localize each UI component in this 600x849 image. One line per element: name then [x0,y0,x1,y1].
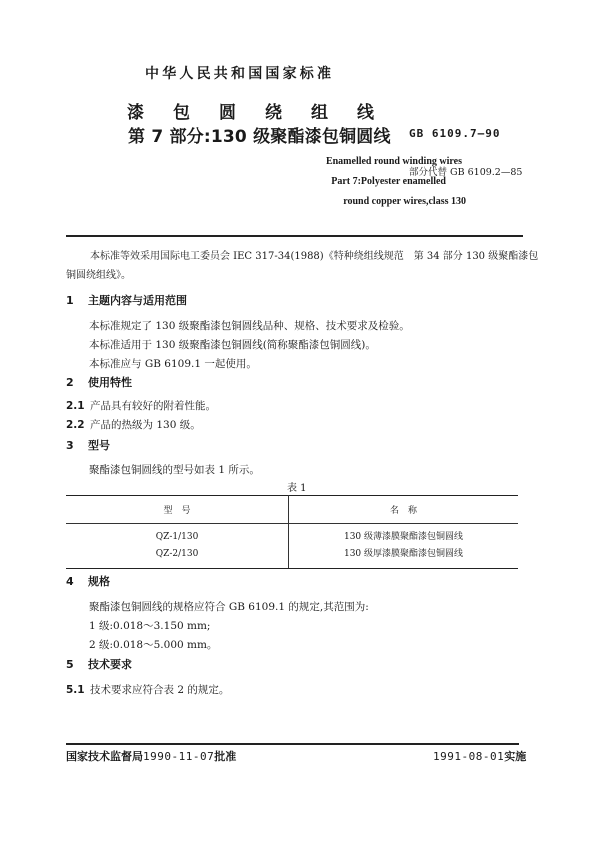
gb-code: GB 6109.7—90 [409,127,501,140]
table-row [66,524,518,547]
title-char: 漆 [127,103,144,123]
paragraph: 本标准适用于 130 级聚酯漆包铜圆线(简称聚酯漆包铜圆线)。 [89,339,376,351]
name-cell: 130 级薄漆膜聚酯漆包铜圆线 [343,532,464,542]
english-title-line: Enamelled round winding wires [325,156,462,167]
document-title [127,98,374,123]
title-char: 绕 [265,103,282,123]
title-char: 线 [357,103,374,123]
english-title-line: round copper wires,class 130 [343,196,466,207]
table-header-row [66,496,518,524]
column-header-model: 型 号 [66,496,289,524]
section-heading: 3 型号 [66,439,110,452]
section-heading: 5 技术要求 [66,658,132,671]
paragraph: 1 级:0.018～3.150 mm; [89,620,211,632]
model-cell: QZ-1/130 [66,524,289,547]
footer-divider [66,743,519,745]
approval-date: 1990-11-07 [143,750,215,763]
approval-line [66,748,236,764]
effective-date: 1991-08-01 [433,750,505,763]
english-title-line: Part 7:Polyester enamelled [331,176,446,187]
title-char: 包 [173,103,190,123]
intro-line: 铜圆绕组线》。 [66,270,131,281]
paragraph: 本标准规定了 130 级聚酯漆包铜圆线品种、规格、技术要求及检验。 [89,320,410,332]
paragraph: 聚酯漆包铜圆线的规格应符合 GB 6109.1 的规定,其范围为: [89,601,369,613]
document-subtitle: 第 7 部分:130 级聚酯漆包铜圆线 [128,127,391,147]
subsection-item: 2.2 产品的热级为 130 级。 [66,419,201,431]
model-cell: QZ-2/130 [66,546,289,569]
replaces-standard: 部分代替 GB 6109.2—85 [409,167,523,178]
title-char: 组 [311,103,328,123]
intro-line: 本标准等效采用国际电工委员会 IEC 317-34(1988)《特种绕组线规范 第 34 部分 130 级聚酯漆包 [90,251,539,262]
name-cell: 130 级厚漆膜聚酯漆包铜圆线 [289,546,519,569]
effective-label: 实施 [504,750,527,763]
effective-line [433,748,526,764]
section-heading: 4 规格 [66,575,110,588]
title-char: 圆 [219,103,236,123]
paragraph: 2 级:0.018～5.000 mm。 [89,639,218,651]
national-standard-label: 中华人民共和国国家标准 [145,66,335,82]
section-heading: 2 使用特性 [66,376,132,389]
table-row [66,546,518,569]
approval-label: 批准 [214,750,237,763]
subsection-item: 2.1 产品具有较好的附着性能。 [66,400,216,412]
subsection-item: 5.1 技术要求应符合表 2 的规定。 [66,684,230,696]
table-caption: 表 1 [287,483,307,494]
approving-authority: 国家技术监督局 [66,750,143,763]
model-table [66,495,518,569]
paragraph: 本标准应与 GB 6109.1 一起使用。 [89,358,257,370]
paragraph: 聚酯漆包铜圆线的型号如表 1 所示。 [89,464,260,476]
header-divider [66,235,523,237]
section-heading: 1 主题内容与适用范围 [66,294,187,307]
column-header-name: 名 称 [289,496,519,524]
